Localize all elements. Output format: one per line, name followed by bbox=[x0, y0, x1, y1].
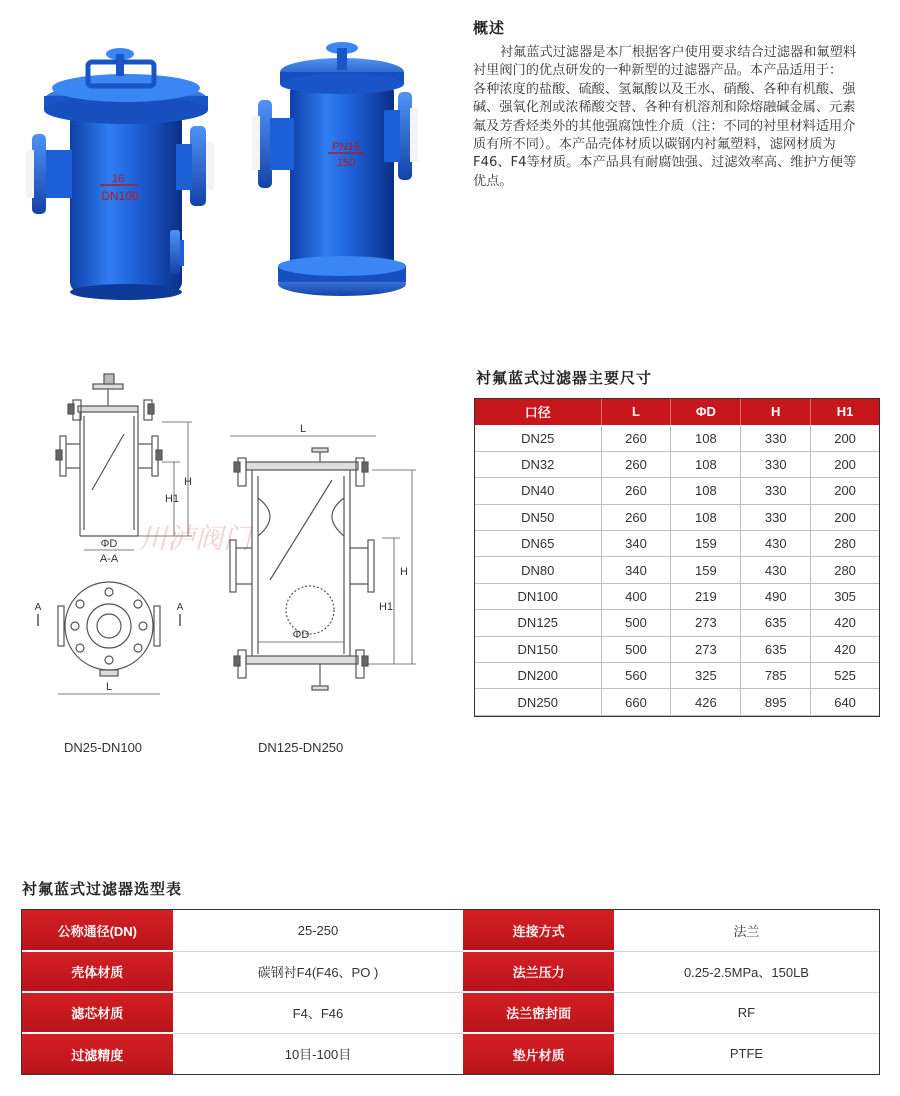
dimensions-cell: 325 bbox=[671, 663, 741, 689]
dimensions-cell: 340 bbox=[601, 531, 671, 557]
dimensions-cell: 273 bbox=[671, 610, 741, 636]
dimensions-cell: 330 bbox=[741, 451, 811, 477]
dimensions-cell: DN50 bbox=[475, 504, 601, 530]
dimensions-row bbox=[475, 478, 879, 504]
dn25-100-plan-drawing bbox=[38, 582, 180, 694]
dimensions-cell: 660 bbox=[601, 689, 671, 715]
dimensions-cell: DN25 bbox=[475, 425, 601, 451]
selection-value-cell: 碳钢衬F4(F46、PO ) bbox=[173, 951, 464, 992]
drawing-caption-right: DN125-DN250 bbox=[258, 740, 344, 755]
overview-line: F46、F4等材质。本产品具有耐腐蚀强、过滤效率高、维护方便等 bbox=[473, 155, 857, 171]
dimensions-cell: DN40 bbox=[475, 478, 601, 504]
overview-title: 概述 bbox=[473, 19, 506, 37]
dimensions-row bbox=[475, 636, 879, 662]
header-l: L bbox=[601, 399, 671, 425]
dimensions-table bbox=[475, 399, 879, 716]
dimensions-cell: 108 bbox=[671, 478, 741, 504]
selection-label-cell: 法兰密封面 bbox=[463, 992, 614, 1033]
dimensions-row bbox=[475, 610, 879, 636]
selection-label-cell: 公称通径(DN) bbox=[22, 910, 173, 951]
dimensions-cell: 430 bbox=[741, 531, 811, 557]
dimensions-cell: DN32 bbox=[475, 451, 601, 477]
dimensions-row bbox=[475, 504, 879, 530]
dimensions-cell: 108 bbox=[671, 425, 741, 451]
dimensions-cell: 635 bbox=[741, 636, 811, 662]
dimensions-cell: 640 bbox=[811, 689, 879, 715]
selection-body bbox=[22, 910, 879, 1074]
dimensions-row bbox=[475, 425, 879, 451]
dim-label-phid-right: ΦD bbox=[292, 629, 310, 641]
overview-text bbox=[473, 44, 885, 191]
dimensions-row bbox=[475, 663, 879, 689]
overview-line: 各种浓度的盐酸、硫酸、氢氟酸以及王水、硝酸、各种有机酸、强 bbox=[473, 81, 856, 97]
dimensions-cell: 200 bbox=[811, 451, 879, 477]
drawing-caption-left: DN25-DN100 bbox=[64, 740, 143, 755]
dimensions-cell: 260 bbox=[601, 478, 671, 504]
dimensions-cell: 330 bbox=[741, 425, 811, 451]
selection-label-cell: 连接方式 bbox=[463, 910, 614, 951]
overview-line: 碱、强氧化剂或浓稀酸交替、各种有机溶剂和除熔融碱金属、元素 bbox=[473, 100, 856, 116]
selection-value-cell: F4、F46 bbox=[173, 992, 464, 1033]
selection-value-cell: 25-250 bbox=[173, 910, 464, 951]
dimensions-cell: DN150 bbox=[475, 636, 601, 662]
dimensions-title: 衬氟蓝式过滤器主要尺寸 bbox=[476, 369, 653, 387]
selection-value-cell: RF bbox=[614, 992, 879, 1033]
dimensions-cell: DN125 bbox=[475, 610, 601, 636]
dimensions-cell: 219 bbox=[671, 583, 741, 609]
dim-label-h1-left: H1 bbox=[164, 493, 180, 505]
product-photos bbox=[22, 34, 432, 304]
dn125-250-elevation-drawing bbox=[230, 436, 416, 690]
dimensions-cell: 420 bbox=[811, 636, 879, 662]
dimensions-cell: 420 bbox=[811, 610, 879, 636]
left-photo-marking-bottom: DN100 bbox=[101, 189, 139, 203]
dimensions-cell: 108 bbox=[671, 451, 741, 477]
selection-table-wrap bbox=[21, 909, 880, 1075]
selection-row bbox=[22, 1033, 879, 1074]
section-marker-a-left: A bbox=[34, 602, 42, 613]
dimensions-cell: 525 bbox=[811, 663, 879, 689]
dimensions-cell: 108 bbox=[671, 504, 741, 530]
overview-line: 优点。 bbox=[473, 173, 513, 189]
selection-label-cell: 垫片材质 bbox=[463, 1033, 614, 1074]
dimensions-cell: DN65 bbox=[475, 531, 601, 557]
overview-line: 质有所不同）。本产品壳体材质以碳钢内衬氟塑料，滤网材质为 bbox=[473, 137, 836, 153]
selection-value-cell: 法兰 bbox=[614, 910, 879, 951]
dimensions-cell: DN200 bbox=[475, 663, 601, 689]
dim-label-phid-left: ΦD bbox=[100, 538, 118, 550]
dimensions-cell: 273 bbox=[671, 636, 741, 662]
dimensions-header-row bbox=[475, 399, 879, 425]
dimensions-cell: 500 bbox=[601, 610, 671, 636]
dimensions-cell: 490 bbox=[741, 583, 811, 609]
basket-strainer-pn16-photo bbox=[252, 42, 418, 296]
dimensions-row bbox=[475, 451, 879, 477]
selection-row bbox=[22, 910, 879, 951]
dimensions-cell: 330 bbox=[741, 504, 811, 530]
selection-label-cell: 滤芯材质 bbox=[22, 992, 173, 1033]
dimensions-cell: 159 bbox=[671, 531, 741, 557]
right-photo-marking-top: PN16 bbox=[332, 141, 360, 153]
header-h1: H1 bbox=[811, 399, 879, 425]
selection-row bbox=[22, 951, 879, 992]
selection-value-cell: PTFE bbox=[729, 1046, 764, 1062]
dimensions-cell: 426 bbox=[671, 689, 741, 715]
dimensions-cell: 635 bbox=[741, 610, 811, 636]
valve-photo-illustration bbox=[22, 34, 432, 304]
dimensions-cell: 340 bbox=[601, 557, 671, 583]
dimensions-cell: 159 bbox=[671, 557, 741, 583]
section-marker-a-right: A bbox=[176, 602, 184, 613]
header-bore: 口径 bbox=[475, 399, 601, 425]
selection-value-cell: 10目-100目 bbox=[284, 1047, 352, 1063]
dimensions-cell: 280 bbox=[811, 557, 879, 583]
dim-label-h1-right: H1 bbox=[378, 601, 394, 613]
right-photo-marking-bottom: 150 bbox=[336, 157, 356, 169]
dimensions-cell: 330 bbox=[741, 478, 811, 504]
left-photo-marking-top: 16 bbox=[111, 173, 125, 185]
dimensions-cell: 895 bbox=[741, 689, 811, 715]
dimensions-cell: 500 bbox=[601, 636, 671, 662]
dimensions-cell: 305 bbox=[811, 583, 879, 609]
dim-label-l-right: L bbox=[299, 423, 307, 435]
dim-label-h-left: H bbox=[184, 476, 192, 488]
dimensions-cell: 260 bbox=[601, 504, 671, 530]
header-phid: ΦD bbox=[671, 399, 741, 425]
dimensions-cell: DN80 bbox=[475, 557, 601, 583]
dimensions-row bbox=[475, 531, 879, 557]
selection-row bbox=[22, 992, 879, 1033]
overview-line: 衬里阀门的优点研发的一种新型的过滤器产品。本产品适用于： bbox=[473, 63, 843, 79]
basket-strainer-dn100-photo bbox=[26, 48, 214, 300]
dimensions-cell: 200 bbox=[811, 504, 879, 530]
section-label: A-A bbox=[99, 553, 119, 565]
selection-title: 衬氟蓝式过滤器选型表 bbox=[22, 880, 183, 898]
dimensions-cell: 785 bbox=[741, 663, 811, 689]
dimensions-cell: 200 bbox=[811, 478, 879, 504]
technical-drawings bbox=[20, 370, 440, 710]
selection-value-cell: 0.25-2.5MPa、150LB bbox=[614, 951, 879, 992]
dimensions-cell: 260 bbox=[601, 425, 671, 451]
dimensions-cell: 260 bbox=[601, 451, 671, 477]
overview-line: 氟及芳香烃类外的其他强腐蚀性介质（注：不同的衬里材料适用介 bbox=[473, 118, 856, 134]
dim-label-h-right: H bbox=[400, 566, 408, 578]
header-h: H bbox=[741, 399, 811, 425]
dimensions-cell: 560 bbox=[601, 663, 671, 689]
dimensions-cell: DN250 bbox=[475, 689, 601, 715]
dimensions-cell: 280 bbox=[811, 531, 879, 557]
selection-label-cell: 壳体材质 bbox=[22, 951, 173, 992]
dimensions-table-wrap bbox=[474, 398, 880, 717]
selection-table bbox=[22, 910, 879, 1074]
overview-line: 衬氟蓝式过滤器是本厂根据客户使用要求结合过滤器和氟塑料 bbox=[500, 45, 857, 60]
dim-label-l-left: L bbox=[105, 681, 113, 693]
selection-label-cell: 法兰压力 bbox=[463, 951, 614, 992]
dimensions-cell: DN100 bbox=[475, 583, 601, 609]
drawings-svg bbox=[20, 370, 440, 710]
dimensions-body bbox=[475, 425, 879, 715]
dimensions-row bbox=[475, 689, 879, 715]
dimensions-cell: 400 bbox=[601, 583, 671, 609]
dimensions-cell: 200 bbox=[811, 425, 879, 451]
dimensions-cell: 430 bbox=[741, 557, 811, 583]
watermark-text: 川泸阀门 bbox=[138, 523, 252, 554]
dimensions-row bbox=[475, 557, 879, 583]
selection-label-cell: 过滤精度 bbox=[22, 1033, 173, 1074]
dimensions-row bbox=[475, 583, 879, 609]
